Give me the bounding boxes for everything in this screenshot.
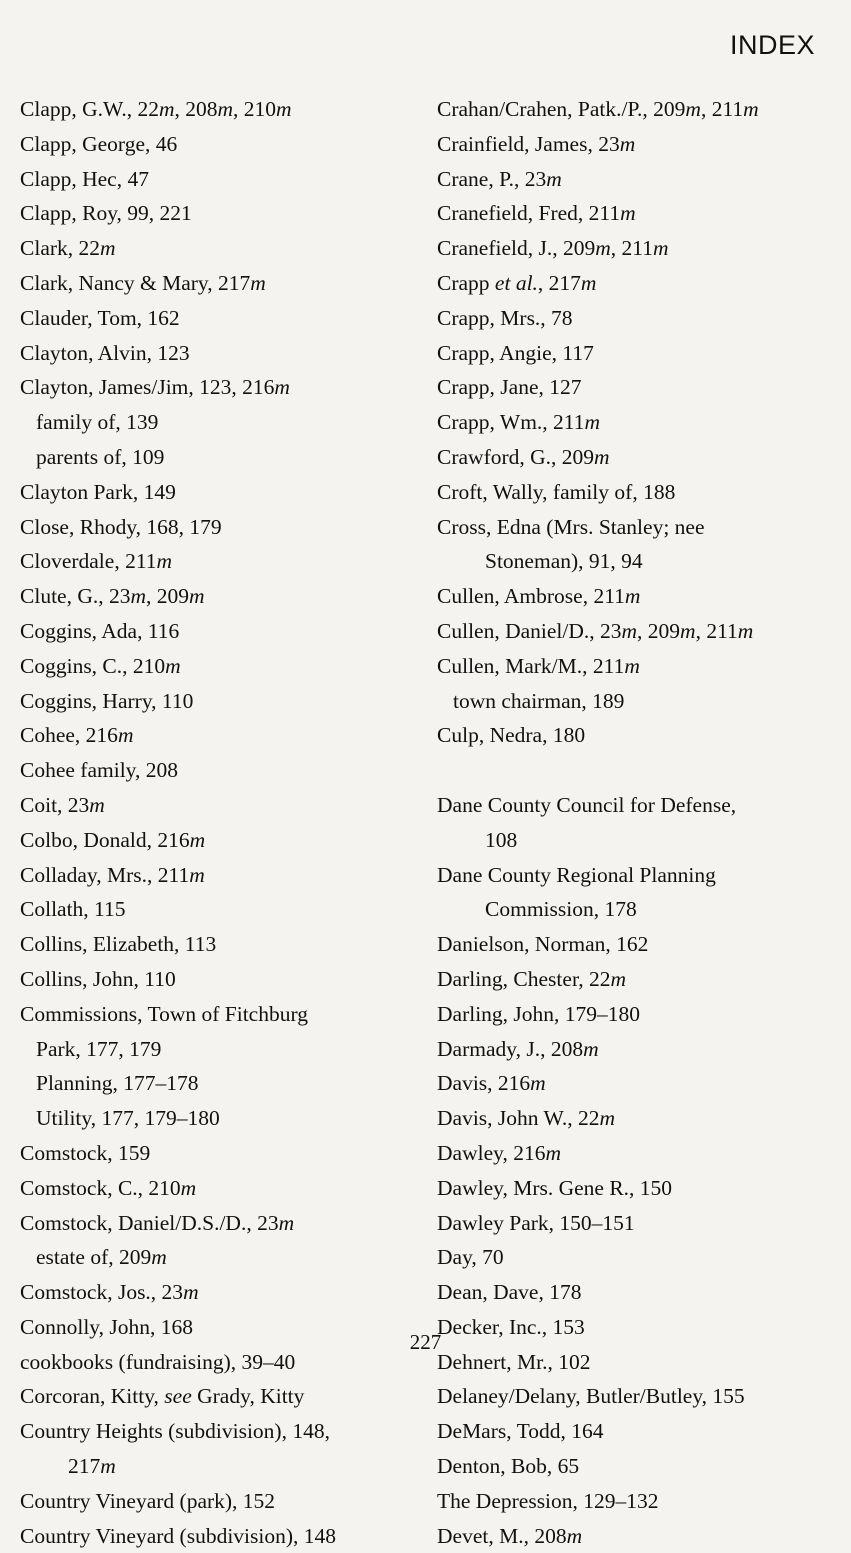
index-entry: DeMars, Todd, 164 [437, 1419, 604, 1444]
index-entry: Devet, M., 208m [437, 1523, 583, 1548]
section-gap [437, 753, 837, 788]
index-entry: Clapp, Roy, 99, 221 [20, 201, 192, 226]
index-entry: Coggins, Harry, 110 [20, 688, 194, 713]
index-entry: Close, Rhody, 168, 179 [20, 514, 222, 539]
index-entry: Croft, Wally, family of, 188 [437, 479, 676, 504]
index-entry: Commission, 178 [485, 897, 637, 922]
index-entry: Corcoran, Kitty, see Grady, Kitty [20, 1384, 305, 1409]
index-entry: Crainfield, James, 23m [437, 131, 636, 156]
index-entry: Cross, Edna (Mrs. Stanley; nee [437, 514, 705, 539]
index-entry: Country Vineyard (park), 152 [20, 1488, 276, 1513]
index-entry: Dawley, Mrs. Gene R., 150 [437, 1175, 673, 1200]
index-entry: Culp, Nedra, 180 [437, 723, 586, 748]
index-entry: Country Heights (subdivision), 148, [20, 1419, 330, 1444]
index-entry: Crapp, Angie, 117 [437, 340, 594, 365]
index-entry: Clayton, James/Jim, 123, 216m [20, 375, 290, 400]
index-entry: Colbo, Donald, 216m [20, 827, 206, 852]
index-entry: Decker, Inc., 153 [437, 1314, 585, 1339]
index-entry: Clapp, George, 46 [20, 131, 178, 156]
index-entry: The Depression, 129–132 [437, 1488, 659, 1513]
index-entry: Dehnert, Mr., 102 [437, 1349, 591, 1374]
index-entry: Coggins, C., 210m [20, 653, 181, 678]
index-entry: town chairman, 189 [453, 688, 625, 713]
index-entry: Clapp, G.W., 22m, 208m, 210m [20, 97, 292, 121]
index-entry: Cullen, Mark/M., 211m [437, 653, 640, 678]
index-entry: Crapp, Mrs., 78 [437, 305, 573, 330]
index-entry: Cloverdale, 211m [20, 549, 173, 574]
index-entry: Dane County Regional Planning [437, 862, 716, 887]
index-entry: cookbooks (fundraising), 39–40 [20, 1349, 296, 1374]
index-entry: Crahan/Crahen, Patk./P., 209m, 211m [437, 97, 759, 121]
index-entry: Dane County Council for Defense, [437, 792, 737, 817]
index-entry: Crapp et al., 217m [437, 270, 597, 295]
index-entry: Danielson, Norman, 162 [437, 932, 649, 957]
index-entry: Planning, 177–178 [36, 1071, 199, 1096]
index-entry: Coggins, Ada, 116 [20, 618, 180, 643]
index-entry: Dawley, 216m [437, 1140, 561, 1165]
index-entry: Davis, John W., 22m [437, 1106, 615, 1131]
index-entry: Clayton, Alvin, 123 [20, 340, 190, 365]
index-entry: 108 [485, 827, 518, 852]
index-entry: Comstock, C., 210m [20, 1175, 197, 1200]
index-entry: Dean, Dave, 178 [437, 1280, 582, 1305]
index-entry: Coit, 23m [20, 792, 105, 817]
index-entry: Clayton Park, 149 [20, 479, 176, 504]
index-entry: Darmady, J., 208m [437, 1036, 599, 1061]
index-entry: Delaney/Delany, Butler/Butley, 155 [437, 1384, 745, 1409]
index-entry: estate of, 209m [36, 1245, 167, 1270]
index-entry: Cohee, 216m [20, 723, 134, 748]
index-entry: Davis, 216m [437, 1071, 546, 1096]
index-entry: Comstock, 159 [20, 1140, 151, 1165]
index-entry: family of, 139 [36, 410, 159, 435]
index-entry: Cullen, Daniel/D., 23m, 209m, 211m [437, 618, 754, 643]
page-header-title: INDEX [729, 30, 815, 60]
index-entry: Comstock, Daniel/D.S./D., 23m [20, 1210, 295, 1235]
index-entry: Denton, Bob, 65 [437, 1454, 580, 1479]
index-entry: Park, 177, 179 [36, 1036, 162, 1061]
index-entry: Collins, John, 110 [20, 966, 176, 991]
page-number: 227 [409, 1330, 442, 1354]
index-entry: Clute, G., 23m, 209m [20, 584, 205, 609]
index-entry: Country Vineyard (subdivision), 148 [20, 1523, 337, 1548]
index-entry: Clauder, Tom, 162 [20, 305, 180, 330]
index-entry: Clapp, Hec, 47 [20, 166, 149, 191]
index-entry: Colladay, Mrs., 211m [20, 862, 205, 887]
index-entry: 217m [68, 1454, 116, 1479]
index-entry: Day, 70 [437, 1245, 504, 1270]
index-entry: Cullen, Ambrose, 211m [437, 584, 641, 609]
index-entry: Clark, 22m [20, 236, 116, 261]
index-entry: Dawley Park, 150–151 [437, 1210, 635, 1235]
index-entry: Collath, 115 [20, 897, 126, 922]
index-entry: Connolly, John, 168 [20, 1314, 194, 1339]
index-entry: Cohee family, 208 [20, 758, 179, 783]
index-entry: Darling, John, 179–180 [437, 1001, 641, 1026]
index-entry: Clark, Nancy & Mary, 217m [20, 270, 266, 295]
index-entry: Crane, P., 23m [437, 166, 562, 191]
index-entry: Crapp, Wm., 211m [437, 410, 601, 435]
index-entry: Stoneman), 91, 94 [485, 549, 643, 574]
index-entry: Darling, Chester, 22m [437, 966, 627, 991]
index-entry: Utility, 177, 179–180 [36, 1106, 220, 1131]
index-entry: Cranefield, J., 209m, 211m [437, 236, 669, 261]
index-entry: Crapp, Jane, 127 [437, 375, 582, 400]
index-entry: Collins, Elizabeth, 113 [20, 932, 217, 957]
index-entry: Commissions, Town of Fitchburg [20, 1001, 308, 1026]
index-entry: Comstock, Jos., 23m [20, 1280, 199, 1305]
index-entry: parents of, 109 [36, 444, 165, 469]
index-entry: Crawford, G., 209m [437, 444, 610, 469]
index-entry: Cranefield, Fred, 211m [437, 201, 636, 226]
